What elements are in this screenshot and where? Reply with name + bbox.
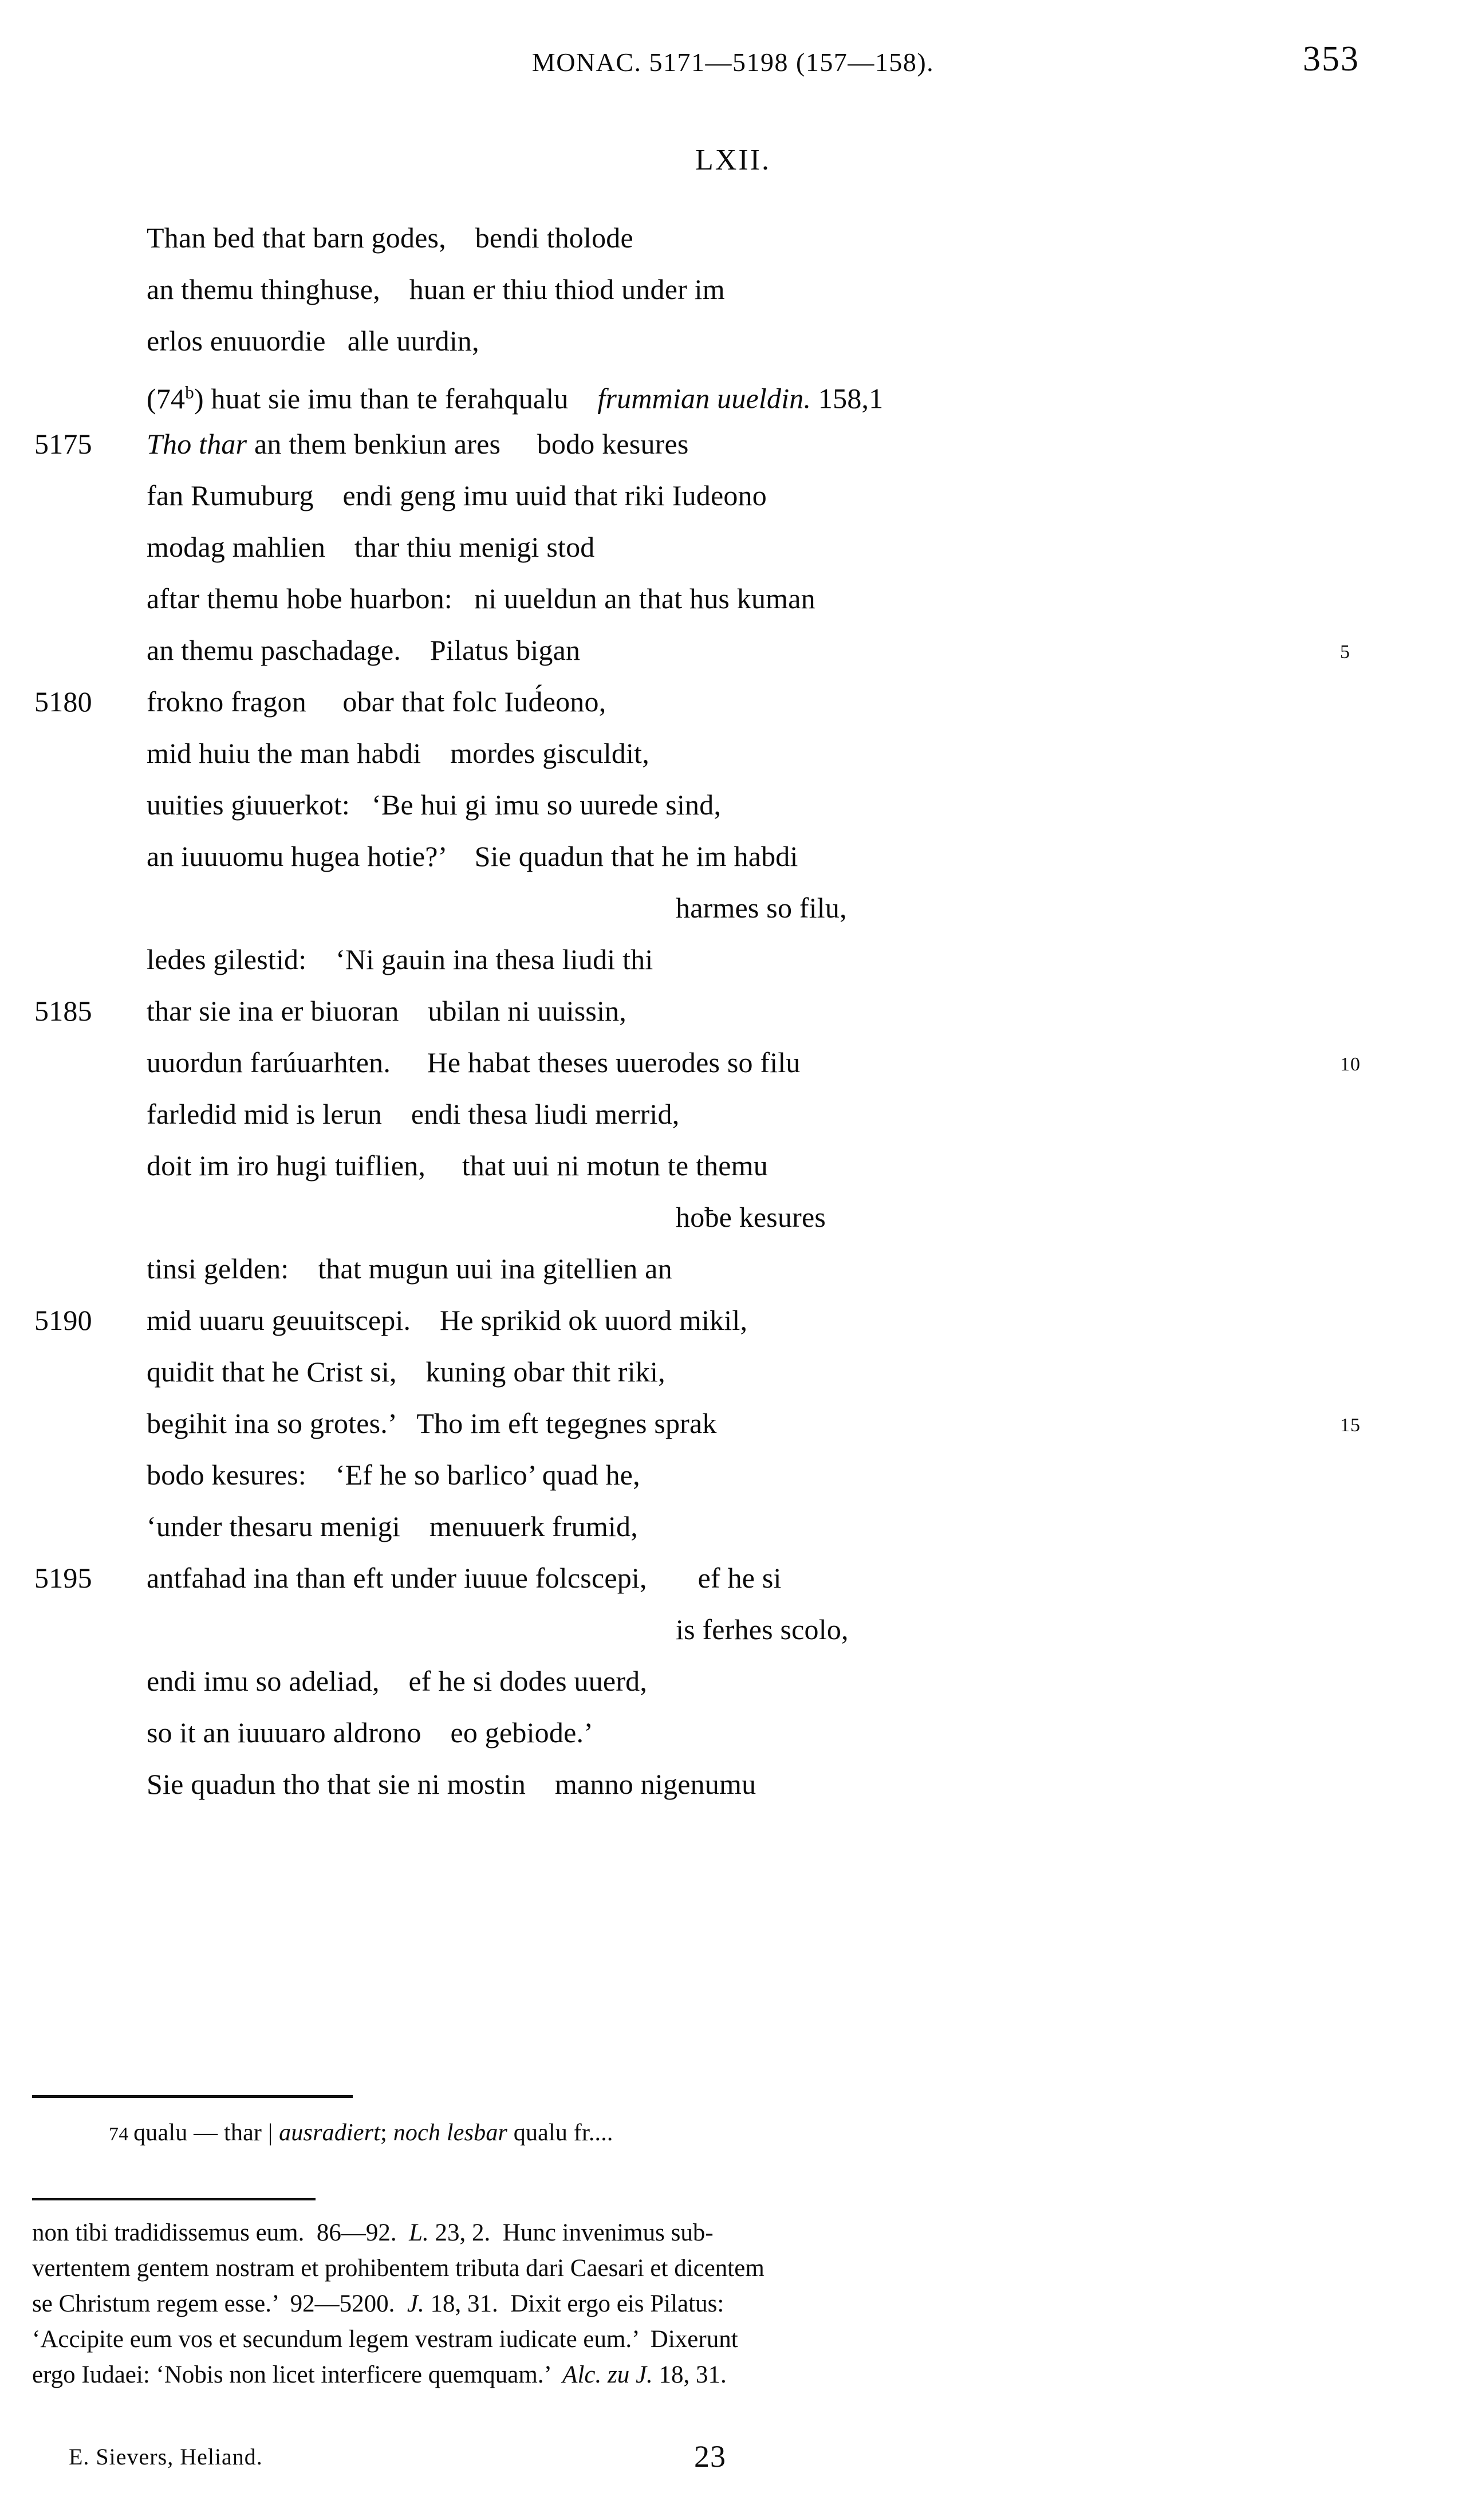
footnote-rule <box>32 2095 353 2098</box>
verse-line <box>0 367 1466 418</box>
footnote-manuscript-note <box>109 2119 613 2147</box>
verse-line-text: Sie quadun tho that sie ni mostin manno nigenumu <box>147 1768 756 1800</box>
verse-line-text: Than bed that barn godes, bendi tholode <box>147 222 633 254</box>
latin-italic-reference: Alc. zu J. <box>562 2361 653 2388</box>
latin-text: 23, 2. Hunc invenimus sub- <box>428 2219 714 2246</box>
verse-line <box>0 1140 1466 1191</box>
verse-line <box>0 1604 1466 1655</box>
verse-line-text: doit im iro hugi tuiflien, that uui ni motun te themu <box>147 1149 768 1182</box>
footnote-italic-ausradiert: ausradiert <box>279 2120 381 2146</box>
verse-line <box>0 418 1466 470</box>
verse-line-text: erlos enuuordie alle uurdin, <box>147 325 479 357</box>
apparatus-rule <box>32 2198 316 2200</box>
verse-line-text: aftar themu hobe huarbon: ni uueldun an that hus kuman <box>147 582 815 615</box>
verse-line <box>0 830 1466 882</box>
latin-text: vertentem gentem nostram et prohibentem tributa dari Caesari et dicentem <box>32 2255 764 2282</box>
latin-italic-reference: J. <box>407 2290 424 2317</box>
verse-line <box>0 1346 1466 1397</box>
latin-italic-reference: L. <box>409 2219 429 2246</box>
latin-text: non tibi tradidissemus eum. 86—92. <box>32 2219 409 2246</box>
verse-line-text: uuities giuuerkot: ‘Be hui gi imu so uurede sind, <box>147 789 722 821</box>
verse-line <box>0 573 1466 624</box>
latin-text: ‘Accipite eum vos et secundum legem vestram iudicate eum.’ Dixerunt <box>32 2326 738 2353</box>
verse-line <box>0 1294 1466 1346</box>
latin-apparatus <box>32 2215 1343 2393</box>
verse-line-text: endi imu so adeliad, ef he si dodes uuerd, <box>147 1665 648 1697</box>
verse-line <box>0 315 1466 367</box>
footer-author-title: E. Sievers, Heliand. <box>69 2444 263 2470</box>
latin-apparatus-line <box>32 2322 1343 2357</box>
verse-reference-number: 158,1 <box>811 382 884 415</box>
verse-line-number: 5175 <box>34 428 92 460</box>
verse-line-text: fan Rumuburg endi geng imu uuid that riki Iudeono <box>147 479 767 511</box>
verse-line-text <box>147 367 883 424</box>
verse-line <box>0 727 1466 779</box>
footnote-line-number: 74 <box>109 2124 134 2145</box>
running-head <box>0 40 1466 87</box>
verse-marginal-number: 5 <box>1340 641 1350 663</box>
verse-line-text: frokno fragon obar that folc Iud́eono, <box>147 686 606 718</box>
verse-line <box>0 1449 1466 1501</box>
verse-line <box>0 1088 1466 1140</box>
verse-italic-tail: frummian uueldin. <box>597 382 811 415</box>
verse-line-text: begihit ina so grotes.’ Tho im eft tegegnes sprak <box>147 1407 717 1439</box>
verse-line <box>0 676 1466 727</box>
latin-apparatus-line <box>32 2357 1343 2393</box>
footnote-lemma: qualu — thar | <box>133 2120 279 2146</box>
verse-line <box>0 263 1466 315</box>
verse-line-text: is ferhes scolo, <box>676 1613 849 1645</box>
running-head-title: MONAC. 5171—5198 (157—158). <box>531 48 935 77</box>
verse-line-text: modag mahlien thar thiu menigi stod <box>147 531 595 563</box>
verse-line <box>0 1707 1466 1758</box>
verse-line <box>0 470 1466 521</box>
verse-line <box>0 521 1466 573</box>
verse-line-text: quidit that he Crist si, kuning obar thit riki, <box>147 1356 665 1388</box>
verse-block <box>0 212 1466 1810</box>
verse-line-number: 5180 <box>34 686 92 718</box>
latin-apparatus-line <box>32 2251 1343 2286</box>
verse-line-text <box>147 418 689 470</box>
verse-line <box>0 212 1466 263</box>
verse-line <box>0 985 1466 1037</box>
footer-signature-number: 23 <box>694 2439 726 2474</box>
verse-line-text: mid uuaru geuuitscepi. He sprikid ok uuord mikil, <box>147 1304 748 1336</box>
footnote-italic-noch-lesbar: noch lesbar <box>393 2120 508 2146</box>
verse-line-text: ‘under thesaru menigi menuuerk frumid, <box>147 1510 638 1542</box>
verse-line-text: so it an iuuuaro aldrono eo gebiode.’ <box>147 1716 594 1749</box>
verse-line <box>0 1501 1466 1552</box>
verse-line <box>0 1191 1466 1243</box>
page-footer <box>0 2439 1466 2483</box>
latin-apparatus-line <box>32 2215 1343 2251</box>
latin-text: 18, 31. <box>652 2361 727 2388</box>
verse-line-text: antfahad ina than eft under iuuue folcscepi, ef he si <box>147 1562 782 1594</box>
verse-marginal-number: 10 <box>1340 1054 1361 1075</box>
latin-text: 18, 31. Dixit ergo eis Pilatus: <box>424 2290 724 2317</box>
footnote-rest: qualu fr.... <box>507 2120 613 2146</box>
verse-line <box>0 1243 1466 1294</box>
verse-line-text: ledes gilestid: ‘Ni gauin ina thesa liudi thi <box>147 943 653 975</box>
verse-line-text: an themu thinghuse, huan er thiu thiod under im <box>147 273 725 305</box>
verse-line-text: bodo kesures: ‘Ef he so barlico’ quad he, <box>147 1459 640 1491</box>
verse-line-text: hoƀe kesures <box>676 1201 826 1233</box>
verse-text-lead: (74$^b$) huat sie imu than te ferahqualu <box>147 382 598 415</box>
verse-line-number: 5190 <box>34 1304 92 1336</box>
verse-line-text: thar sie ina er biuoran ubilan ni uuissin, <box>147 995 627 1027</box>
verse-line-text: an themu paschadage. Pilatus bigan <box>147 634 581 666</box>
latin-apparatus-line <box>32 2286 1343 2322</box>
verse-line-number: 5185 <box>34 995 92 1027</box>
verse-line <box>0 1552 1466 1604</box>
verse-line <box>0 1037 1466 1088</box>
verse-line-number: 5195 <box>34 1562 92 1594</box>
verse-line-text: harmes so filu, <box>676 892 847 924</box>
latin-text: se Christum regem esse.’ 92—5200. <box>32 2290 407 2317</box>
verse-line <box>0 1397 1466 1449</box>
verse-line <box>0 1758 1466 1810</box>
verse-line <box>0 882 1466 934</box>
verse-line <box>0 934 1466 985</box>
verse-line-text: tinsi gelden: that mugun uui ina gitellien an <box>147 1253 672 1285</box>
verse-line-text: farledid mid is lerun endi thesa liudi merrid, <box>147 1098 680 1130</box>
verse-line <box>0 624 1466 676</box>
verse-line-text: an iuuuomu hugea hotie?’ Sie quadun that he im habdi <box>147 840 798 872</box>
footnote-separator: ; <box>380 2120 393 2146</box>
verse-line-text: uuordun farúuarhten. He habat theses uuerodes so filu <box>147 1046 801 1078</box>
verse-marginal-number: 15 <box>1340 1415 1361 1436</box>
verse-italic-lead: Tho thar <box>147 428 247 460</box>
verse-line <box>0 1655 1466 1707</box>
verse-text-rest: an them benkiun ares bodo kesures <box>247 428 689 460</box>
section-number: LXII. <box>695 144 771 176</box>
page-number: 353 <box>1303 40 1359 78</box>
verse-line-text: mid huiu the man habdi mordes gisculdit, <box>147 737 649 769</box>
latin-text: ergo Iudaei: ‘Nobis non licet interficere quemquam.’ <box>32 2361 563 2388</box>
verse-line <box>0 779 1466 830</box>
